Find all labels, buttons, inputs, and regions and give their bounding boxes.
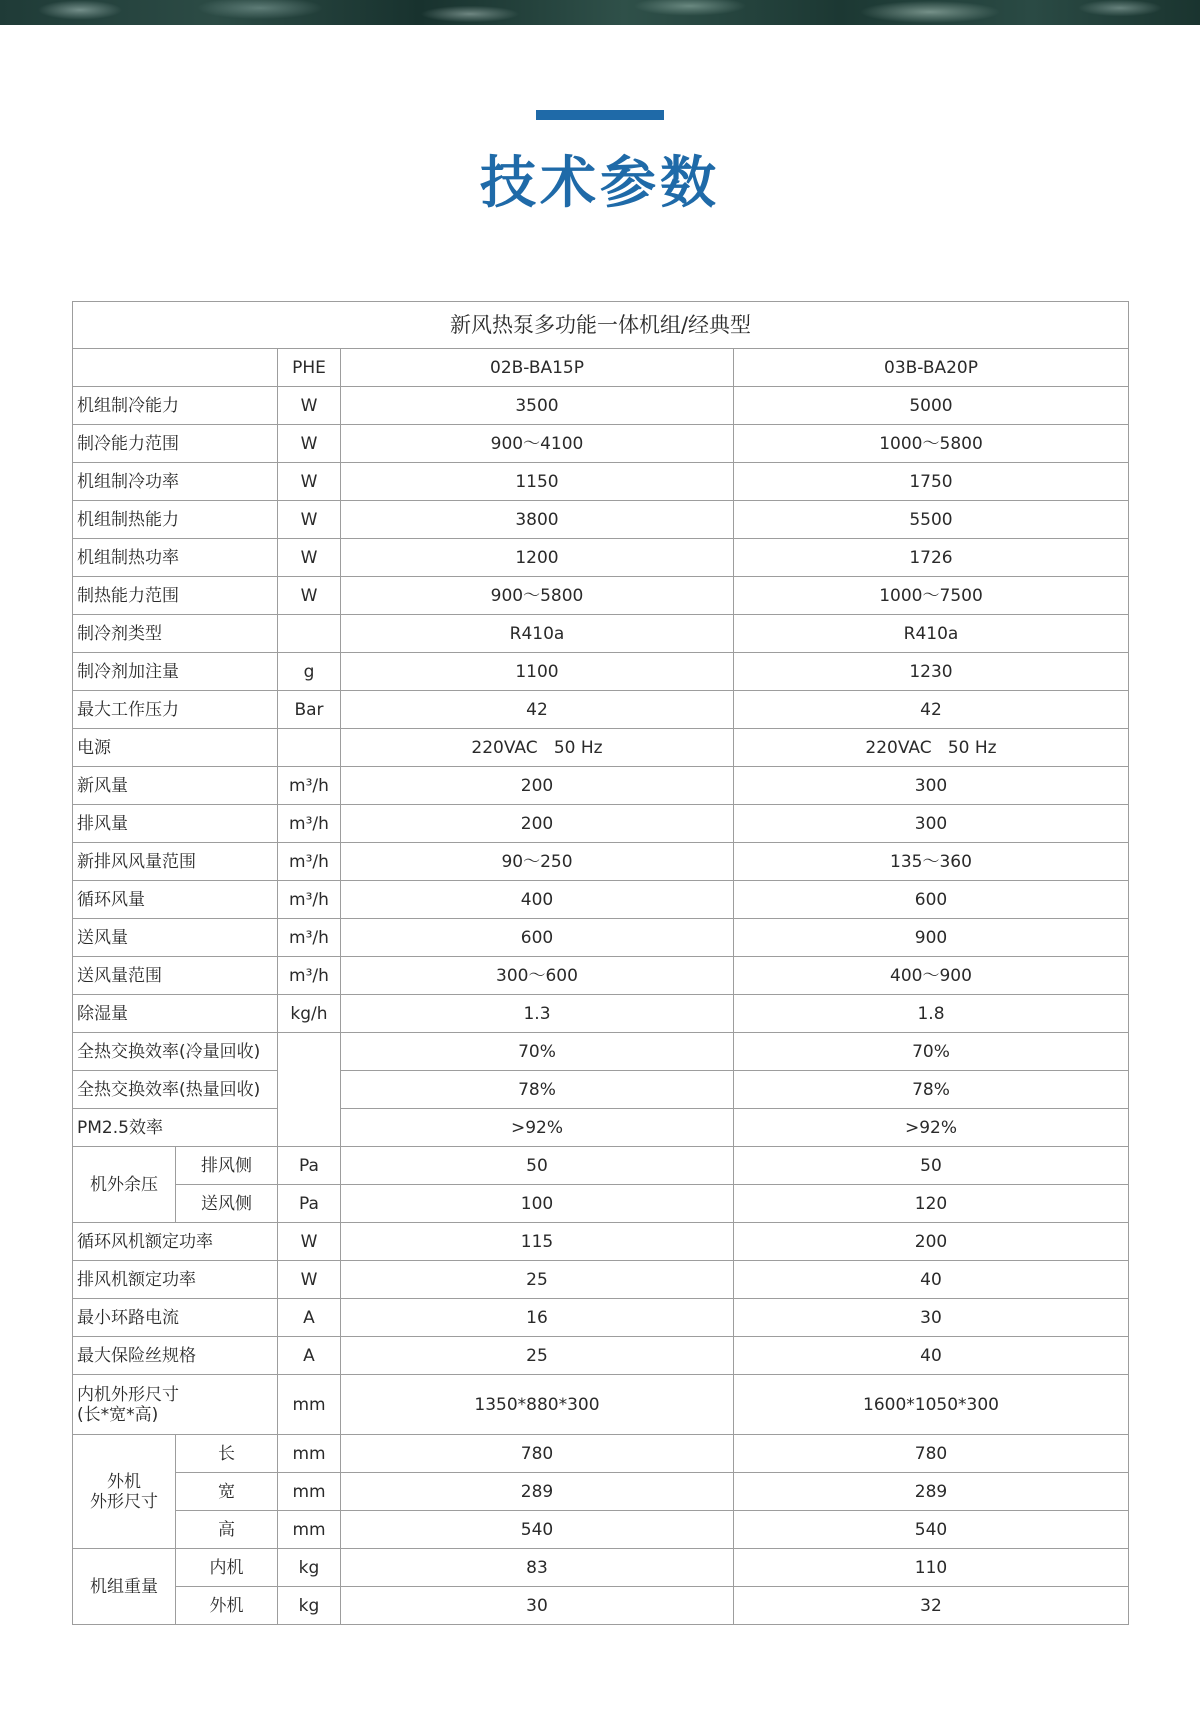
table-row bbox=[73, 1109, 1129, 1147]
row-label: 送风量 bbox=[73, 919, 278, 957]
row-unit: W bbox=[278, 463, 341, 501]
table-row bbox=[73, 1147, 1129, 1185]
table-row bbox=[73, 501, 1129, 539]
row-unit: mm bbox=[278, 1435, 341, 1473]
table-row bbox=[73, 1033, 1129, 1071]
table-row bbox=[73, 919, 1129, 957]
row-value-b: 120 bbox=[734, 1185, 1129, 1223]
row-unit bbox=[278, 729, 341, 767]
row-value-a: 90～250 bbox=[341, 843, 734, 881]
title-accent-bar bbox=[536, 110, 664, 120]
table-row bbox=[73, 957, 1129, 995]
table-row bbox=[73, 615, 1129, 653]
row-value-b: 42 bbox=[734, 691, 1129, 729]
row-unit: Bar bbox=[278, 691, 341, 729]
table-row bbox=[73, 1223, 1129, 1261]
page-title: 技术参数 bbox=[480, 150, 720, 216]
row-value-a: >92% bbox=[341, 1109, 734, 1147]
row-value-b: 50 bbox=[734, 1147, 1129, 1185]
row-unit: mm bbox=[278, 1511, 341, 1549]
row-value-a: 600 bbox=[341, 919, 734, 957]
row-label: 循环风量 bbox=[73, 881, 278, 919]
row-value-a: 300～600 bbox=[341, 957, 734, 995]
header-model-b: 03B-BA20P bbox=[734, 349, 1129, 387]
row-label: 机组制热能力 bbox=[73, 501, 278, 539]
row-value-b: 220VAC 50 Hz bbox=[734, 729, 1129, 767]
row-unit: Pa bbox=[278, 1185, 341, 1223]
row-value-b: 5000 bbox=[734, 387, 1129, 425]
row-sublabel: 高 bbox=[176, 1511, 278, 1549]
table-row bbox=[73, 1511, 1129, 1549]
row-value-b: R410a bbox=[734, 615, 1129, 653]
row-value-b: 1726 bbox=[734, 539, 1129, 577]
row-unit: mm bbox=[278, 1473, 341, 1511]
row-value-a: 1.3 bbox=[341, 995, 734, 1033]
row-unit: m³/h bbox=[278, 881, 341, 919]
row-unit: A bbox=[278, 1337, 341, 1375]
row-value-b: 900 bbox=[734, 919, 1129, 957]
row-value-b: 1000～7500 bbox=[734, 577, 1129, 615]
row-label: 全热交换效率(冷量回收) bbox=[73, 1033, 278, 1071]
row-label: 送风量范围 bbox=[73, 957, 278, 995]
row-unit: W bbox=[278, 1223, 341, 1261]
row-value-a: 30 bbox=[341, 1587, 734, 1625]
leaf-banner-image bbox=[0, 0, 1200, 25]
table-row bbox=[73, 653, 1129, 691]
row-label: 电源 bbox=[73, 729, 278, 767]
row-unit: g bbox=[278, 653, 341, 691]
row-sublabel: 宽 bbox=[176, 1473, 278, 1511]
row-value-b: 32 bbox=[734, 1587, 1129, 1625]
row-label: 循环风机额定功率 bbox=[73, 1223, 278, 1261]
table-row bbox=[73, 577, 1129, 615]
row-value-b: 300 bbox=[734, 805, 1129, 843]
row-value-b: 135～360 bbox=[734, 843, 1129, 881]
row-value-a: 16 bbox=[341, 1299, 734, 1337]
table-row bbox=[73, 691, 1129, 729]
row-value-a: R410a bbox=[341, 615, 734, 653]
table-caption: 新风热泵多功能一体机组/经典型 bbox=[73, 302, 1129, 349]
row-sublabel: 送风侧 bbox=[176, 1185, 278, 1223]
row-unit: W bbox=[278, 425, 341, 463]
weight-label: 机组重量 bbox=[73, 1549, 176, 1625]
row-label: 新排风风量范围 bbox=[73, 843, 278, 881]
row-value-b: 40 bbox=[734, 1261, 1129, 1299]
row-value-b: 110 bbox=[734, 1549, 1129, 1587]
table-row bbox=[73, 995, 1129, 1033]
row-value-a: 900～5800 bbox=[341, 577, 734, 615]
row-value-b: 600 bbox=[734, 881, 1129, 919]
row-unit: W bbox=[278, 539, 341, 577]
table-row bbox=[73, 767, 1129, 805]
row-sublabel: 排风侧 bbox=[176, 1147, 278, 1185]
row-value-a: 1350*880*300 bbox=[341, 1375, 734, 1435]
row-label: 最大工作压力 bbox=[73, 691, 278, 729]
row-value-a: 3500 bbox=[341, 387, 734, 425]
table-row bbox=[73, 425, 1129, 463]
row-value-b: 300 bbox=[734, 767, 1129, 805]
table-row bbox=[73, 1549, 1129, 1587]
row-unit: A bbox=[278, 1299, 341, 1337]
row-unit: mm bbox=[278, 1375, 341, 1435]
indoor-dimensions-label-line2: (长*宽*高) bbox=[77, 1404, 159, 1425]
row-label: PM2.5效率 bbox=[73, 1109, 278, 1147]
table-row bbox=[73, 881, 1129, 919]
table-header-row bbox=[73, 349, 1129, 387]
row-label: 排风机额定功率 bbox=[73, 1261, 278, 1299]
external-static-label: 机外余压 bbox=[73, 1147, 176, 1223]
table-row bbox=[73, 1473, 1129, 1511]
row-value-a: 780 bbox=[341, 1435, 734, 1473]
table-row bbox=[73, 1261, 1129, 1299]
table-row bbox=[73, 1299, 1129, 1337]
row-label: 制冷剂加注量 bbox=[73, 653, 278, 691]
row-value-b: 1750 bbox=[734, 463, 1129, 501]
row-unit: W bbox=[278, 577, 341, 615]
row-unit bbox=[278, 615, 341, 653]
table-row bbox=[73, 1375, 1129, 1435]
row-value-a: 400 bbox=[341, 881, 734, 919]
row-value-a: 1100 bbox=[341, 653, 734, 691]
row-value-b: 780 bbox=[734, 1435, 1129, 1473]
row-unit: m³/h bbox=[278, 843, 341, 881]
row-value-a: 100 bbox=[341, 1185, 734, 1223]
row-value-b: 400～900 bbox=[734, 957, 1129, 995]
row-value-a: 1150 bbox=[341, 463, 734, 501]
row-value-a: 900～4100 bbox=[341, 425, 734, 463]
row-value-a: 78% bbox=[341, 1071, 734, 1109]
header-unit: PHE bbox=[278, 349, 341, 387]
row-value-b: 200 bbox=[734, 1223, 1129, 1261]
table-row bbox=[73, 1185, 1129, 1223]
row-value-b: 40 bbox=[734, 1337, 1129, 1375]
row-value-a: 25 bbox=[341, 1261, 734, 1299]
row-label: 最小环路电流 bbox=[73, 1299, 278, 1337]
row-value-a: 540 bbox=[341, 1511, 734, 1549]
row-unit: kg bbox=[278, 1549, 341, 1587]
table-row bbox=[73, 539, 1129, 577]
row-value-a: 42 bbox=[341, 691, 734, 729]
table-row bbox=[73, 805, 1129, 843]
row-label: 制冷能力范围 bbox=[73, 425, 278, 463]
row-value-a: 83 bbox=[341, 1549, 734, 1587]
row-label: 排风量 bbox=[73, 805, 278, 843]
row-sublabel: 外机 bbox=[176, 1587, 278, 1625]
row-unit: W bbox=[278, 1261, 341, 1299]
row-value-b: >92% bbox=[734, 1109, 1129, 1147]
row-value-a: 220VAC 50 Hz bbox=[341, 729, 734, 767]
row-value-a: 3800 bbox=[341, 501, 734, 539]
row-unit-empty bbox=[278, 1033, 341, 1147]
table-row bbox=[73, 729, 1129, 767]
row-unit: m³/h bbox=[278, 805, 341, 843]
row-label: 制冷剂类型 bbox=[73, 615, 278, 653]
row-label: 全热交换效率(热量回收) bbox=[73, 1071, 278, 1109]
row-label: 制热能力范围 bbox=[73, 577, 278, 615]
header-blank-cell bbox=[73, 349, 278, 387]
row-value-a: 1200 bbox=[341, 539, 734, 577]
row-unit: kg/h bbox=[278, 995, 341, 1033]
row-value-a: 115 bbox=[341, 1223, 734, 1261]
outdoor-dimensions-label-line2: 外形尺寸 bbox=[90, 1491, 158, 1512]
row-unit: W bbox=[278, 387, 341, 425]
table-row bbox=[73, 1587, 1129, 1625]
row-value-b: 1000～5800 bbox=[734, 425, 1129, 463]
indoor-dimensions-label-line1: 内机外形尺寸 bbox=[77, 1384, 179, 1405]
table-row bbox=[73, 1337, 1129, 1375]
row-label: 机组制冷功率 bbox=[73, 463, 278, 501]
row-unit: Pa bbox=[278, 1147, 341, 1185]
row-value-b: 30 bbox=[734, 1299, 1129, 1337]
row-unit: W bbox=[278, 501, 341, 539]
row-value-a: 200 bbox=[341, 805, 734, 843]
row-value-b: 540 bbox=[734, 1511, 1129, 1549]
spec-table bbox=[72, 301, 1129, 1625]
row-unit: m³/h bbox=[278, 767, 341, 805]
row-sublabel: 内机 bbox=[176, 1549, 278, 1587]
header-model-a: 02B-BA15P bbox=[341, 349, 734, 387]
row-value-a: 25 bbox=[341, 1337, 734, 1375]
outdoor-dimensions-label-line1: 外机 bbox=[107, 1471, 141, 1492]
row-value-b: 5500 bbox=[734, 501, 1129, 539]
indoor-dimensions-label bbox=[73, 1375, 278, 1435]
row-value-b: 1230 bbox=[734, 653, 1129, 691]
table-row bbox=[73, 463, 1129, 501]
outdoor-dimensions-label bbox=[73, 1435, 176, 1549]
row-value-b: 1.8 bbox=[734, 995, 1129, 1033]
row-value-a: 289 bbox=[341, 1473, 734, 1511]
row-value-a: 200 bbox=[341, 767, 734, 805]
table-row bbox=[73, 1071, 1129, 1109]
table-row bbox=[73, 387, 1129, 425]
row-value-a: 70% bbox=[341, 1033, 734, 1071]
row-value-a: 50 bbox=[341, 1147, 734, 1185]
row-label: 最大保险丝规格 bbox=[73, 1337, 278, 1375]
table-caption-row bbox=[73, 302, 1129, 349]
row-sublabel: 长 bbox=[176, 1435, 278, 1473]
row-label: 机组制热功率 bbox=[73, 539, 278, 577]
row-value-b: 78% bbox=[734, 1071, 1129, 1109]
table-row bbox=[73, 843, 1129, 881]
row-value-b: 70% bbox=[734, 1033, 1129, 1071]
row-label: 除湿量 bbox=[73, 995, 278, 1033]
row-label: 新风量 bbox=[73, 767, 278, 805]
row-value-b: 1600*1050*300 bbox=[734, 1375, 1129, 1435]
row-label: 机组制冷能力 bbox=[73, 387, 278, 425]
row-unit: m³/h bbox=[278, 957, 341, 995]
table-row bbox=[73, 1435, 1129, 1473]
row-value-b: 289 bbox=[734, 1473, 1129, 1511]
row-unit: kg bbox=[278, 1587, 341, 1625]
row-unit: m³/h bbox=[278, 919, 341, 957]
